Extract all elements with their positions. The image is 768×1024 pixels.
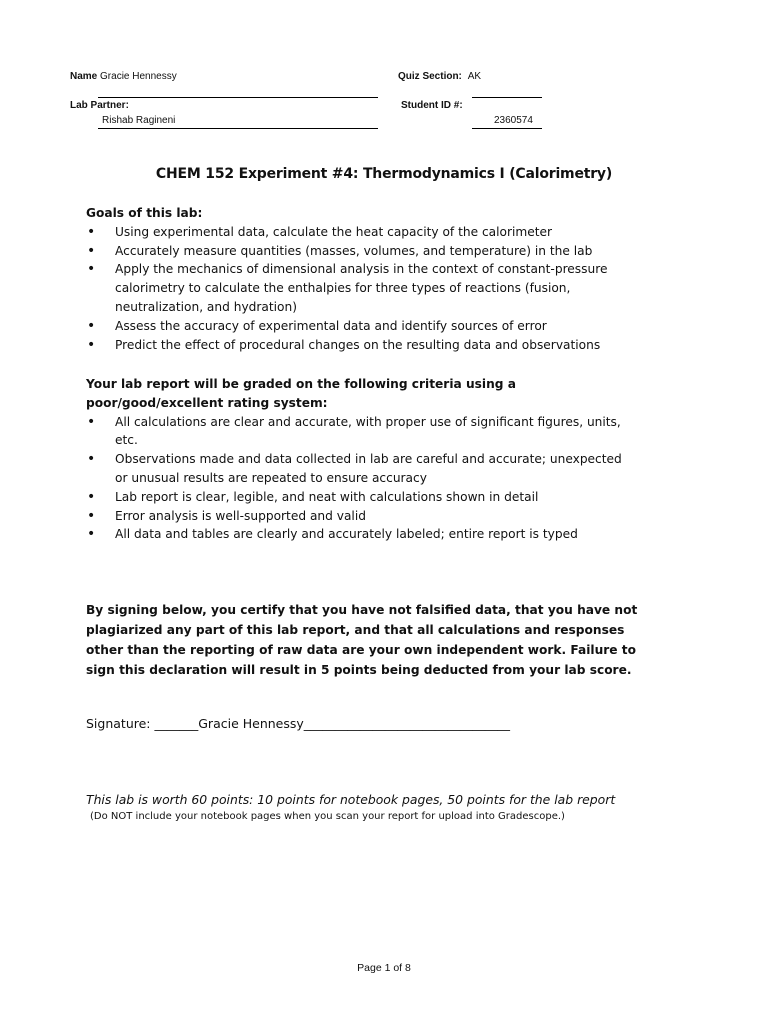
list-item: • Predict the effect of procedural changes on the resulting data and observations [86, 336, 631, 355]
student-id-underline [472, 128, 542, 129]
name-underline [98, 97, 378, 98]
name-label: Name [70, 71, 98, 82]
upload-note: (Do NOT include your notebook pages when you scan your report for upload into Gradescope.) [90, 811, 565, 822]
grading-section [86, 375, 631, 544]
name-value: Gracie Hennessy [100, 71, 177, 82]
list-item: • Lab report is clear, legible, and neat with calculations shown in detail [86, 488, 631, 507]
goals-heading: Goals of this lab: [86, 206, 203, 220]
list-item: • Assess the accuracy of experimental data and identify sources of error [86, 317, 631, 336]
certification-statement: By signing below, you certify that you have not falsified data, that you have not plagiarized any part of this lab report, and that all calculations and responses other than the reporting of raw data are your own independent work. Failure to sign this declaration will result in 5 points being deducted from your lab score. [86, 603, 638, 677]
goals-list [86, 223, 631, 355]
points-statement: This lab is worth 60 points: 10 points for notebook pages, 50 points for the lab report [86, 792, 616, 807]
list-item: • Accurately measure quantities (masses, volumes, and temperature) in the lab [86, 242, 631, 261]
lab-partner-underline [98, 128, 378, 129]
lab-partner-label: Lab Partner: [70, 100, 129, 111]
quiz-section-underline [472, 97, 542, 98]
grading-list [86, 413, 631, 545]
goals-section [86, 204, 631, 354]
list-item: • Apply the mechanics of dimensional analysis in the context of constant-pressure calorimetry to calculate the enthalpies for three types of reactions (fusion, neutralization, and hydration) [86, 260, 631, 316]
quiz-section-value: AK [467, 71, 482, 82]
lab-partner-value: Rishab Ragineni [102, 115, 176, 126]
grading-heading: Your lab report will be graded on the following criteria using a poor/good/excellent rating system: [86, 377, 516, 410]
name-field [70, 71, 177, 82]
signature-line: Signature: _______Gracie Hennessy_________________________________ [86, 716, 511, 731]
list-item: • All data and tables are clearly and accurately labeled; entire report is typed [86, 525, 631, 544]
list-item: • Observations made and data collected in lab are careful and accurate; unexpected or unusual results are repeated to ensure accuracy [86, 450, 631, 488]
quiz-section-label: Quiz Section: [398, 71, 462, 82]
list-item: • All calculations are clear and accurate, with proper use of significant figures, units, etc. [86, 413, 631, 451]
list-item: • Using experimental data, calculate the heat capacity of the calorimeter [86, 223, 631, 242]
student-id-value: 2360574 [494, 115, 533, 126]
page-number: Page 1 of 8 [357, 962, 411, 974]
student-id-label: Student ID #: [401, 100, 463, 111]
quiz-section-field [398, 71, 481, 82]
list-item: • Error analysis is well-supported and valid [86, 507, 631, 526]
document-title: CHEM 152 Experiment #4: Thermodynamics I (Calorimetry) [155, 166, 613, 182]
